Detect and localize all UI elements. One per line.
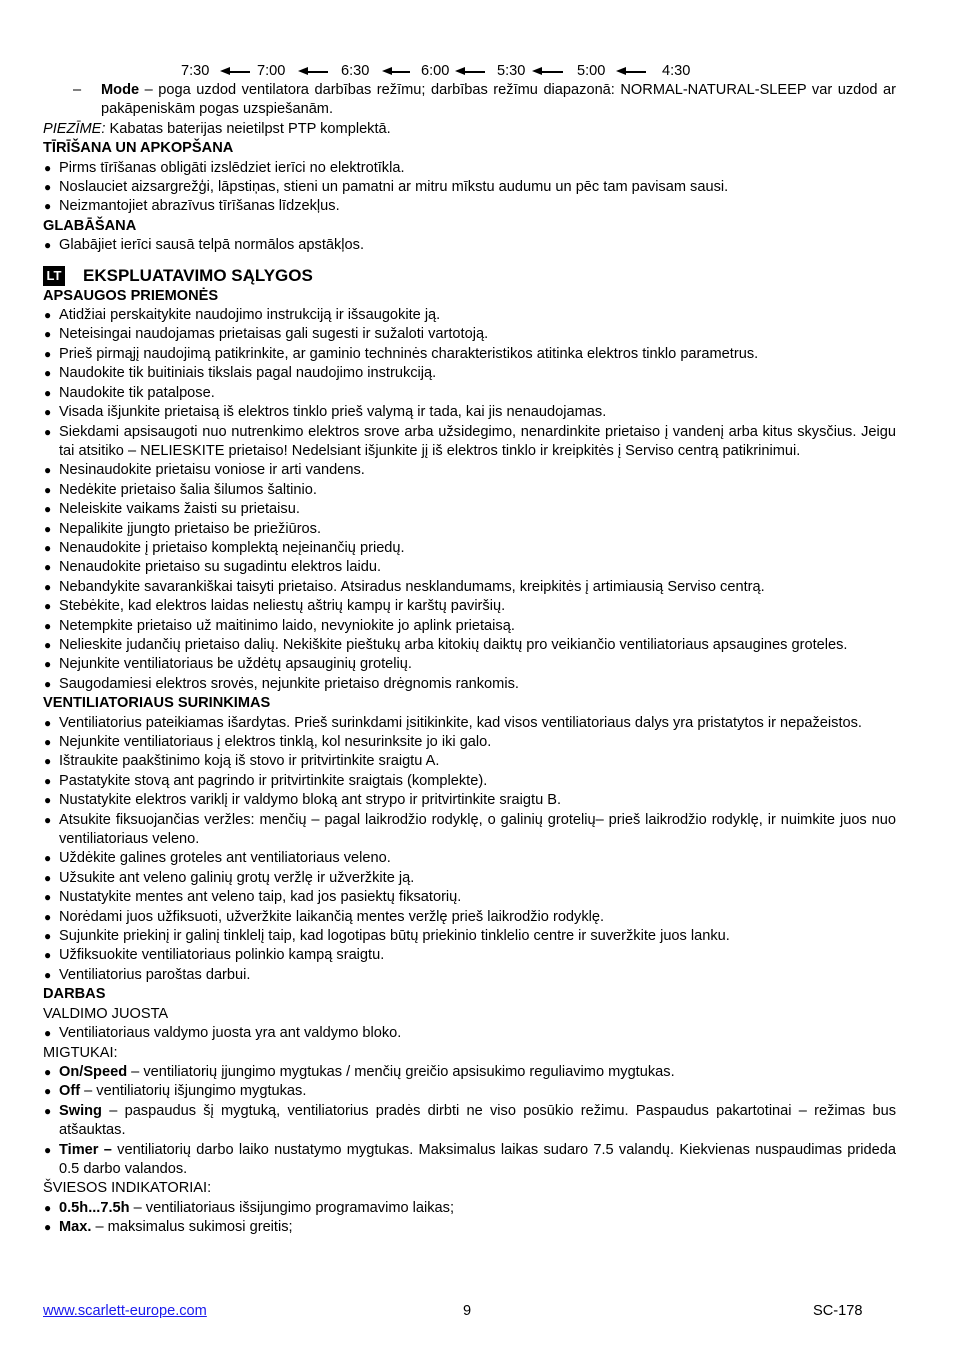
list-item-text: Ištraukite paakštinimo koją iš stovo ir pritvirtinkite sraigtu A. [59,753,440,770]
list-item [43,325,896,344]
bullet-icon: ● [44,385,52,400]
term-list [43,1199,896,1238]
term-label: Timer – [59,1141,112,1158]
term-label: 0.5h...7.5h [59,1199,130,1216]
subheading: VALDIMO JUOSTA [43,1005,169,1022]
timer-value: 5:30 [497,63,526,79]
term-label: On/Speed [59,1063,128,1080]
term-text: – ventiliatorių išjungimo mygtukas. [80,1083,307,1100]
list-item-text: Nustatykite mentes ant veleno taip, kad jos pasiektų fiksatorių. [59,889,462,906]
list-item-text: Naudokite tik patalpose. [59,384,215,401]
bullet-icon: ● [44,521,52,536]
list-item [43,364,896,383]
list-item-text: Ventiliatorius pateikiamas išardytas. Prieš surinkdami įsitikinkite, kad visos ventiliatoriaus dalys yra pristatytos ir nepažeistos. [59,714,862,731]
note-text: Kabatas baterijas neietilpst PTP komplektā. [105,120,391,137]
bullet-icon: ● [44,676,52,691]
bullet-icon: ● [44,560,52,575]
bullet-icon: ● [44,929,52,944]
list-item-text: Neleiskite vaikams žaisti su prietaisu. [59,501,300,518]
bullet-icon: ● [44,773,52,788]
timer-value: 7:00 [257,63,286,79]
list-item-text: Sujunkite priekinį ir galinį tinklelį taip, kad logotipas būtų priekinio tinklelio centre ir suveržkite juos lanku. [59,928,730,945]
list-item-text: Nustatykite elektros variklį ir valdymo bloką ant strypo ir pritvirtinkite sraigtu B. [59,792,562,809]
list-item-text: Ventiliatorius paroštas darbui. [59,966,251,983]
bullet-icon: ● [44,735,52,749]
list-item [43,558,896,577]
model-number: SC-178 [813,1303,863,1319]
subheading: ŠVIESOS INDIKATORIAI: [43,1180,212,1197]
term-text: – ventiliatoriaus išsijungimo programavimo laikas; [129,1199,455,1216]
list-item [43,403,896,422]
bullet-icon: ● [44,618,52,633]
bullet-icon: ● [44,540,52,555]
list-item-text: Uždėkite galines groteles ant ventiliatoriaus veleno. [59,850,391,867]
bullet-icon: ● [44,1064,52,1079]
bullet-list [43,714,896,986]
chapter-title-text: EKSPLUATAVIMO SĄLYGOS [83,266,313,286]
bullet-icon: ● [44,424,52,439]
timer-value: 7:30 [181,63,210,79]
list-item-text: Užsukite ant veleno galinių grotų veržlę ir užveržkite ją. [59,869,415,886]
section-heading: TĪRĪŠANA UN APKOPŠANA [43,140,234,157]
bullet-icon: ● [44,812,52,827]
section-heading: APSAUGOS PRIEMONĖS [43,287,219,304]
list-item [43,1102,896,1141]
section-heading: GLABĀŠANA [43,217,137,234]
list-item-text: Nejunkite ventiliatoriaus į elektros tinklą, kol nesurinksite jo iki galo. [59,734,492,750]
list-item [43,539,896,558]
list-item-text: Nenaudokite į prietaiso komplektą neįeinančių priedų. [59,539,405,556]
bullet-icon: ● [44,579,52,594]
list-item [43,384,896,403]
bullet-icon: ● [44,502,52,517]
list-item-text: Netempkite prietaiso už maitinimo laido, nevyniokite jo aplink prietaisą. [59,617,515,634]
arrow-left-icon [298,67,328,76]
bullet-icon: ● [44,657,52,672]
list-item-text: Noslauciet aizsargrežģi, lāpstiņas, stieni un pamatni ar mitru mīkstu audumu un pēc tam pavisam sausi. [59,179,729,196]
bullet-icon: ● [44,948,52,963]
bullet-icon: ● [44,405,52,420]
term-description [59,1218,896,1237]
list-item-text: Visada išjunkite prietaisą iš elektros tinklo prieš valymą ir tada, kai jis nenaudojamas. [59,404,607,421]
term-label: Max. [59,1219,92,1236]
bullet-icon: ● [44,793,52,808]
list-item [43,811,896,850]
bullet-icon: ● [44,366,52,381]
dash-bullet: – [73,82,82,98]
subheading: MIGTUKAI: [43,1044,118,1061]
list-item [43,966,896,985]
list-item [43,578,896,597]
term-description [59,1199,896,1218]
bullet-list [43,159,896,217]
list-item [43,159,896,178]
mode-item [43,81,896,120]
bullet-icon: ● [44,463,52,478]
list-item-text: Nebandykite savarankiškai taisyti prietaiso. Atsiradus nesklandumams, kreipkitės į artimiausią Serviso centrą. [59,578,765,595]
list-item [43,236,896,255]
bullet-icon: ● [44,715,52,730]
bullet-icon: ● [44,1220,52,1235]
list-item [43,197,896,216]
list-item [43,849,896,868]
page-number: 9 [463,1303,472,1319]
section-heading: DARBAS [43,986,106,1003]
bullet-icon: ● [44,308,52,323]
list-item-text: Stebėkite, kad elektros laidas neliestų aštrių kampų ir karštų paviršių. [59,598,506,615]
note [43,120,896,139]
mode-text: – poga uzdod ventilatora darbības režīmu; darbības režīmu diapazonā: NORMAL-NATURAL-SLEEP var uzdod ar pakāpeniskām pogas uzspiešanām. [101,82,896,118]
bullet-icon: ● [44,599,52,614]
list-item [43,1218,896,1237]
list-item [43,617,896,636]
bullet-icon: ● [44,1084,52,1099]
arrow-left-icon [616,67,646,76]
bullet-icon: ● [44,890,52,905]
list-item [43,461,896,480]
list-item [43,1024,896,1043]
website-link[interactable]: www.scarlett-europe.com [43,1303,207,1319]
section-heading: VENTILIATORIAUS SURINKIMAS [43,695,271,712]
list-item-text: Norėdami juos užfiksuoti, užveržkite laikančią mentes veržlę prieš laikrodžio rodyklę. [59,908,605,925]
bullet-icon: ● [44,346,52,361]
bullet-icon: ● [44,754,52,769]
list-item-text: Nesinaudokite prietaisu voniose ir arti vandens. [59,462,365,479]
list-item-text: Nedėkite prietaiso šalia šilumos šaltinio. [59,481,317,498]
bullet-icon: ● [44,180,52,195]
list-item [43,791,896,810]
term-description [59,1102,896,1141]
arrow-left-icon [382,67,410,76]
list-item-text: Pirms tīrīšanas obligāti izslēdziet ierīci no elektrotīkla. [59,159,405,176]
list-item-text: Neizmantojiet abrazīvus tīrīšanas līdzekļus. [59,198,340,215]
list-item [43,927,896,946]
term-description [59,1141,896,1180]
note-label: PIEZĪME: [43,120,106,137]
list-item [43,1199,896,1218]
arrow-left-icon [220,67,250,76]
arrow-left-icon [532,67,563,76]
bullet-icon: ● [44,1142,52,1157]
list-item-text: Ventiliatoriaus valdymo juosta yra ant valdymo bloko. [59,1025,402,1042]
list-item-text: Naudokite tik buitiniais tikslais pagal naudojimo instrukciją. [59,365,437,382]
bullet-list [43,236,896,255]
bullet-icon: ● [44,160,52,175]
list-item [43,1141,896,1180]
bullet-icon: ● [44,967,52,982]
list-item-text: Siekdami apsisaugoti nuo nutrenkimo elektros srove arba užsidegimo, nenardinkite prietaiso į vandenį arba kitus skysčius. Jeigu tai atsitiko – NELIESKITE prietaiso! Nedelsiant išjunkite jį iš elektros tinklo ir kreipkitės į Serviso centrą patikrinimui. [59,423,896,459]
list-item [43,772,896,791]
term-label: Swing [59,1102,102,1119]
list-item-text: Glabājiet ierīci sausā telpā normālos apstākļos. [59,237,365,254]
term-label: Off [59,1083,81,1100]
list-item [43,714,896,733]
list-item [43,306,896,325]
bullet-icon: ● [44,238,52,253]
timer-value: 6:30 [341,63,370,79]
list-item [43,888,896,907]
timer-sequence [43,62,896,81]
bullet-icon: ● [44,909,52,924]
bullet-icon: ● [44,1026,52,1041]
bullet-icon: ● [44,1200,52,1215]
bullet-icon: ● [44,1103,52,1118]
list-item-text: Atidžiai perskaitykite naudojimo instrukciją ir išsaugokite ją. [59,307,441,324]
bullet-icon: ● [44,199,52,214]
list-item [43,345,896,364]
list-item [43,655,896,674]
list-item-text: Neteisingai naudojamas prietaisas gali sugesti ir sužaloti vartotoją. [59,326,489,343]
list-item [43,908,896,927]
list-item-text: Nelieskite judančių prietaiso dalių. Nekiškite pieštukų arba kitokių daiktų pro veikiančio ventiliatoriaus apsaugines groteles. [59,636,848,653]
list-item [43,520,896,539]
term-text: ventiliatorių darbo laiko nustatymo mygtukas. Maksimalus laikas sudaro 7.5 valandų. Kiekvienas nuspaudimas prideda 0.5 darbo valandos. [59,1141,896,1177]
bullet-list [43,1024,896,1043]
list-item-text: Saugodamiesi elektros srovės, nejunkite prietaiso drėgnomis rankomis. [59,675,519,692]
list-item [43,869,896,888]
term-description [59,1063,896,1082]
list-item [43,1082,896,1101]
term-text: – paspaudus šį mygtuką, ventiliatorius pradės dirbti ne viso posūkio režimu. Paspaudus pakartotinai – režimas bus atšauktas. [59,1102,896,1139]
list-item-text: Užfiksuokite ventiliatoriaus polinkio kampą sraigtu. [59,947,385,964]
list-item-text: Pastatykite stovą ant pagrindo ir pritvirtinkite sraigtais (komplekte). [59,772,488,789]
term-list [43,1063,896,1179]
list-item [43,500,896,519]
list-item [43,733,896,752]
timer-value: 6:00 [421,63,450,79]
list-item-text: Nejunkite ventiliatoriaus be uždėtų apsauginių grotelių. [59,656,412,673]
timer-value: 4:30 [662,63,691,79]
term-text: – ventiliatorių įjungimo mygtukas / menčių greičio apsisukimo reguliavimo mygtukas. [127,1063,675,1080]
list-item-text: Nepalikite įjungto prietaiso be priežiūros. [59,520,322,537]
language-badge: LT [43,266,65,286]
list-item [43,752,896,771]
bullet-icon: ● [44,327,52,342]
list-item-text: Prieš pirmąjį naudojimą patikrinkite, ar gaminio techninės charakteristikos atitinka elektros tinklo parametrus. [59,345,759,362]
list-item [43,675,896,694]
bullet-icon: ● [44,851,52,866]
term-description [59,1082,896,1101]
timer-value: 5:00 [577,63,606,79]
mode-label: Mode [101,82,140,98]
list-item [43,481,896,500]
mode-description [101,81,896,120]
chapter-title [43,266,896,287]
arrow-left-icon [455,67,485,76]
bullet-icon: ● [44,482,52,497]
bullet-list [43,306,896,694]
list-item [43,423,896,462]
term-text: – maksimalus sukimosi greitis; [91,1219,293,1236]
list-item [43,597,896,616]
list-item [43,178,896,197]
list-item [43,1063,896,1082]
list-item-text: Atsukite fiksuojančias veržles: menčių – pagal laikrodžio rodyklę, o galinių grotelių– prieš laikrodžio rodyklę, ir nuimkite juos nuo ventiliatoriaus veleno. [59,811,896,848]
list-item [43,636,896,655]
manual-page [43,62,896,1238]
list-item-text: Nenaudokite prietaiso su sugadintu elektros laidu. [59,559,382,576]
bullet-icon: ● [44,870,52,885]
bullet-icon: ● [44,637,52,652]
list-item [43,946,896,965]
